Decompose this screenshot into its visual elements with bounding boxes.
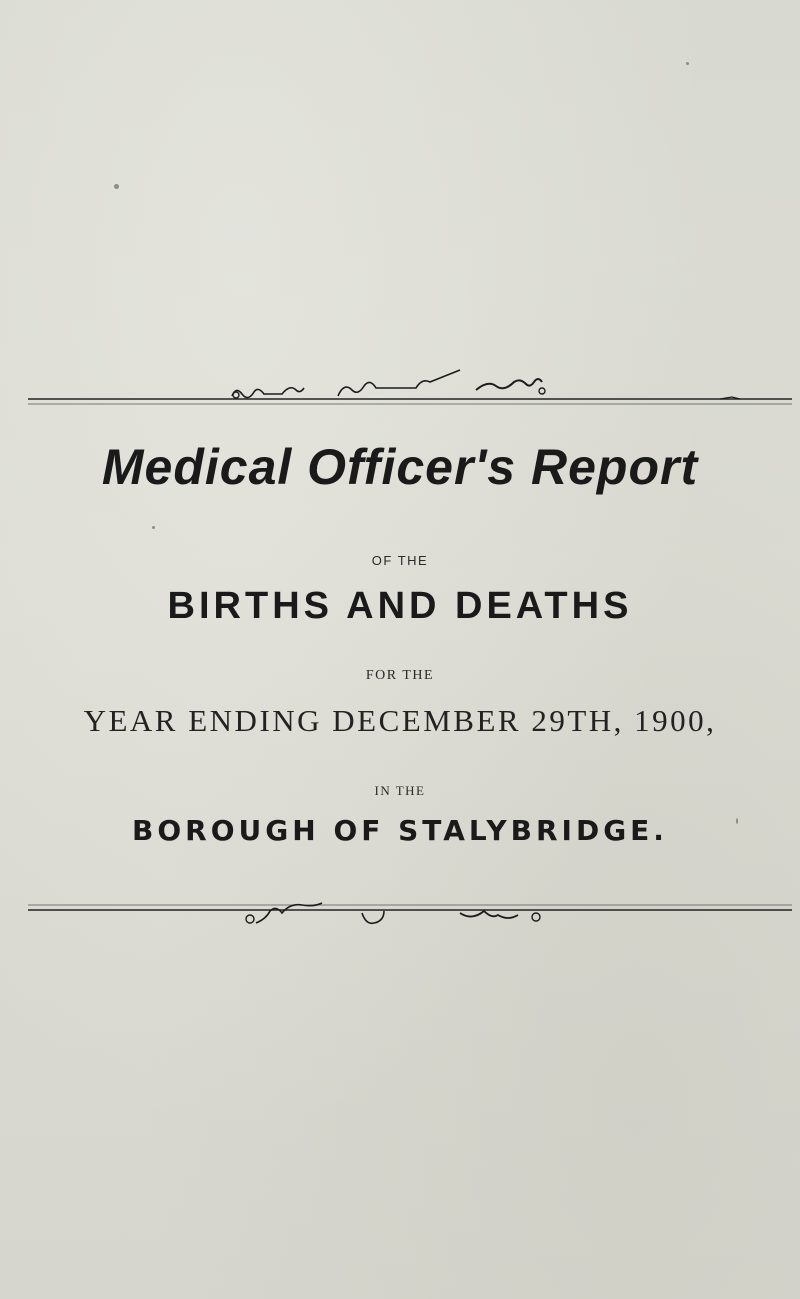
in-the-label: IN THE <box>374 783 426 798</box>
place-heading: BOROUGH OF STALYBRIDGE. <box>132 814 668 847</box>
period-line: YEAR ENDING DECEMBER 29TH, 1900, <box>83 703 717 738</box>
top-ornamental-rule-icon <box>0 368 800 428</box>
of-the-label: OF THE <box>371 553 429 568</box>
paper-speck <box>736 818 738 824</box>
for-the-label: FOR THE <box>365 668 435 683</box>
paper-speck <box>152 526 155 529</box>
report-title: Medical Officer's Report <box>101 439 699 495</box>
subject-heading: BIRTHS AND DEATHS <box>167 585 633 627</box>
paper-speck <box>686 62 689 65</box>
paper-speck <box>114 184 119 189</box>
bottom-ornamental-rule-icon <box>0 893 800 953</box>
